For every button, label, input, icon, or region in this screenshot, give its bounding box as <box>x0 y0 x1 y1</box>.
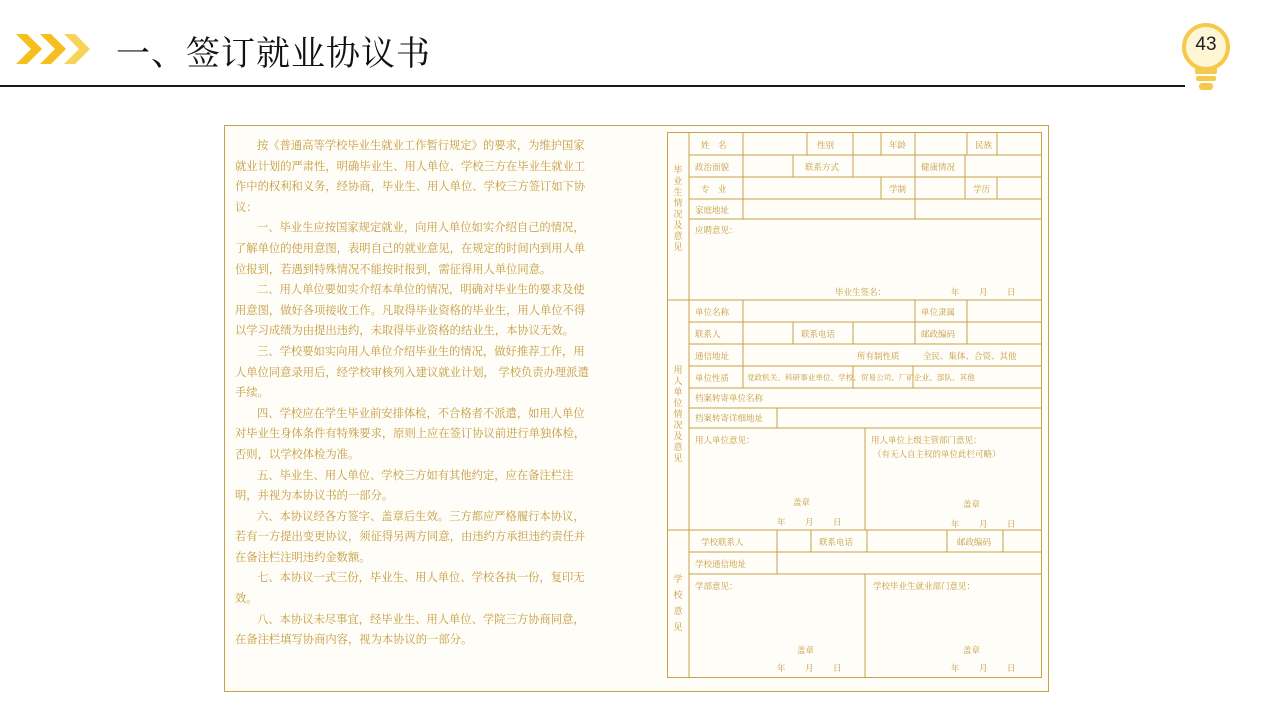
date-year: 年 <box>951 288 960 298</box>
seal-label: 盖章 <box>963 646 981 656</box>
field-label: 年龄 <box>889 141 907 151</box>
date-year: 年 <box>777 518 786 528</box>
field-label: 联系方式 <box>805 163 840 173</box>
field-label: 民族 <box>975 141 993 151</box>
date-day: 日 <box>1007 288 1016 298</box>
agreement-paragraph: 五、毕业生、用人单位、学校三方如有其他约定，应在备注栏注明，并视为本协议书的一部分。 <box>235 468 574 503</box>
field-label: 用人单位上级主管部门意见： <box>871 436 982 446</box>
agreement-paragraph: 四、学校应在学生毕业前安排体检，不合格者不派遣，如用人单位对毕业生身体条件有特殊要求，原则上应在签订协议前进行单独体检，否则，以学校体检为准。 <box>235 406 586 461</box>
field-label: 联系电话 <box>819 538 854 548</box>
date-month: 月 <box>805 664 814 674</box>
section-label-school: 学校意见 <box>673 575 683 633</box>
chevron-right-icon <box>64 34 90 64</box>
field-value: 党政机关、科研事业单位、学校、贸易公司、厂矿企业、部队、其他 <box>747 373 975 382</box>
agreement-paragraph: 六、本协议经各方签字、盖章后生效。三方都应严格履行本协议，若有一方提出变更协议，须征得另两方同意，由违约方承担违约责任并在备注栏注明违约金数额。 <box>235 509 586 564</box>
header-divider <box>0 85 1185 87</box>
field-label: 政治面貌 <box>695 163 730 173</box>
field-label: 单位性质 <box>695 374 730 384</box>
seal-label: 盖章 <box>797 646 815 656</box>
field-label: 性别 <box>817 141 835 151</box>
lightbulb-icon <box>1180 20 1232 94</box>
field-label: 健康情况 <box>921 163 956 173</box>
seal-label: 盖章 <box>793 498 811 508</box>
date-day: 日 <box>1007 520 1016 530</box>
date-month: 月 <box>979 520 988 530</box>
agreement-document <box>224 125 1049 692</box>
field-value: 全民、集体、合资、其他 <box>923 352 1017 362</box>
seal-label: 盖章 <box>963 500 981 510</box>
section-label-graduate: 毕业生情况及意见 <box>673 166 683 253</box>
field-label: 邮政编码 <box>921 330 956 340</box>
section-label-employer: 用人单位情况及意见 <box>673 366 683 464</box>
field-label: 学历 <box>973 185 991 195</box>
date-day: 日 <box>1007 664 1016 674</box>
date-month: 月 <box>979 664 988 674</box>
page-number: 43 <box>1195 34 1217 55</box>
signature-label: 毕业生签名： <box>835 288 887 298</box>
field-label: 家庭地址 <box>695 206 730 216</box>
date-month: 月 <box>979 288 988 298</box>
field-label: 学制 <box>889 185 907 195</box>
agreement-paragraph: 八、本协议未尽事宜，经毕业生、用人单位、学院三方协商同意，在备注栏填写协商内容，视为本协议的一部分。 <box>235 612 585 647</box>
date-year: 年 <box>951 520 960 530</box>
field-label: 学校毕业生就业部门意见： <box>873 582 976 592</box>
date-year: 年 <box>951 664 960 674</box>
chevron-right-icon <box>40 34 66 64</box>
field-label: 联系人 <box>695 330 721 340</box>
field-label: 学部意见： <box>695 582 738 592</box>
date-day: 日 <box>833 518 842 528</box>
chevron-right-icon <box>16 34 42 64</box>
field-label: 通信地址 <box>695 352 730 362</box>
date-year: 年 <box>777 664 786 674</box>
field-label: 档案转寄单位名称 <box>695 394 764 404</box>
agreement-paragraph: 一、毕业生应按国家规定就业，向用人单位如实介绍自己的情况，了解单位的使用意图，表明自己的就业意见，在规定的时间内到用人单位报到，若遇到特殊情况不能按时报到，需征得用人单位同意。 <box>235 221 586 276</box>
agreement-paragraph: 三、学校要如实向用人单位介绍毕业生的情况，做好推荐工作，用人单位同意录用后，经学校审核列入建议就业计划， 学校负责办理派遣手续。 <box>235 344 589 400</box>
page-title: 一、签订就业协议书 <box>116 34 431 74</box>
registration-form <box>667 132 1042 678</box>
field-label: 应聘意见： <box>695 226 738 236</box>
field-label: 所有制性质 <box>857 352 900 362</box>
field-label: 姓 名 <box>701 141 727 151</box>
field-label: 用人单位意见： <box>695 436 755 446</box>
agreement-text <box>235 136 595 651</box>
date-month: 月 <box>805 518 814 528</box>
field-label: 单位隶属 <box>921 308 956 318</box>
field-label: 学校联系人 <box>701 538 744 548</box>
date-day: 日 <box>833 664 842 674</box>
field-label: 单位名称 <box>695 308 730 318</box>
field-label: 邮政编码 <box>957 538 992 548</box>
field-label: 档案转寄详细地址 <box>695 414 764 424</box>
field-label: 联系电话 <box>801 330 836 340</box>
field-note: （有无人自主权的单位此栏可略） <box>873 450 1001 460</box>
agreement-paragraph: 按《普通高等学校毕业生就业工作暂行规定》的要求，为维护国家就业计划的严肃性，明确毕业生、用人单位、学校三方在毕业生就业工作中的权利和义务，经协商，毕业生、用人单位、学校三方签订如下协议： <box>235 139 586 214</box>
agreement-paragraph: 七、本协议一式三份，毕业生、用人单位、学校各执一份，复印无效。 <box>235 571 585 606</box>
field-label: 专 业 <box>701 185 727 195</box>
agreement-paragraph: 二、用人单位要如实介绍本单位的情况，明确对毕业生的要求及使用意图，做好各项接收工作。凡取得毕业资格的毕业生，用人单位不得以学习成绩为由提出违约，未取得毕业资格的结业生，本协议无效。 <box>235 283 586 338</box>
field-label: 学校通信地址 <box>695 560 747 570</box>
